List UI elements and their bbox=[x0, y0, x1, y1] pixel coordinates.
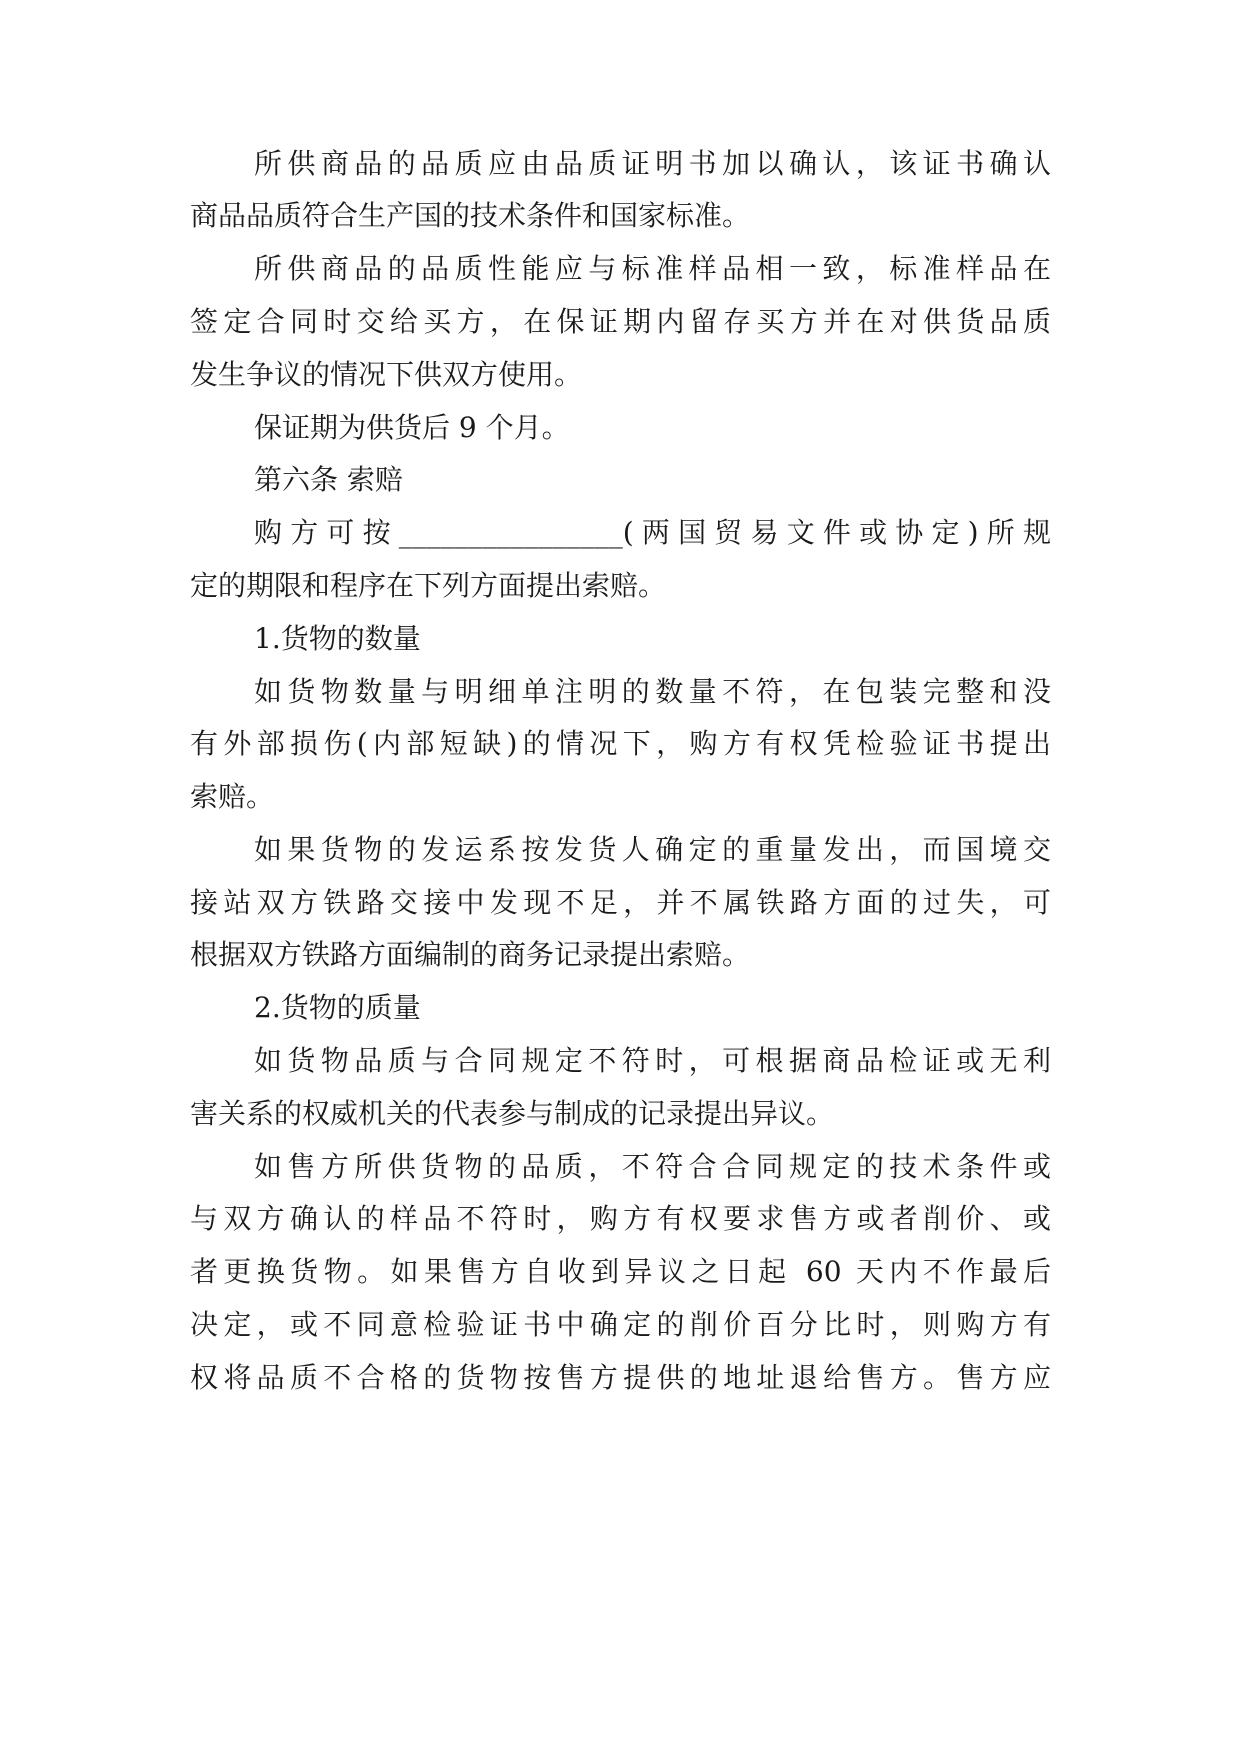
text-line: 有外部损伤(内部短缺)的情况下，购方有权凭检验证书提出 bbox=[190, 727, 1051, 760]
text-line: 定的期限和程序在下列方面提出索赔。 bbox=[190, 569, 667, 602]
text-line: 如货物数量与明细单注明的数量不符，在包装完整和没 bbox=[254, 675, 1051, 708]
text-line: 如果货物的发运系按发货人确定的重量发出，而国境交 bbox=[254, 833, 1051, 866]
text-line: 索赔。 bbox=[190, 780, 275, 813]
text-line: 所供商品的品质应由品质证明书加以确认，该证书确认 bbox=[254, 147, 1051, 180]
text-line: 与双方确认的样品不符时，购方有权要求售方或者削价、或 bbox=[190, 1202, 1051, 1235]
text-line: 权将品质不合格的货物按售方提供的地址退给售方。售方应 bbox=[190, 1361, 1051, 1394]
section-heading: 第六条 索赔 bbox=[254, 463, 403, 496]
text-line: 根据双方铁路方面编制的商务记录提出索赔。 bbox=[190, 938, 751, 971]
text-line: 如售方所供货物的品质，不符合合同规定的技术条件或 bbox=[254, 1150, 1051, 1183]
text-line: 签定合同时交给买方，在保证期内留存买方并在对供货品质 bbox=[190, 305, 1051, 338]
text-line: 接站双方铁路交接中发现不足，并不属铁路方面的过失，可 bbox=[190, 886, 1051, 919]
text-line: 所供商品的品质性能应与标准样品相一致，标准样品在 bbox=[254, 252, 1051, 285]
text-line: 者更换货物。如果售方自收到异议之日起 60 天内不作最后 bbox=[190, 1255, 1051, 1288]
text-line: 害关系的权威机关的代表参与制成的记录提出异议。 bbox=[190, 1097, 835, 1130]
text-line: 发生争议的情况下供双方使用。 bbox=[190, 358, 583, 391]
subsection-heading: 1.货物的数量 bbox=[254, 622, 421, 655]
subsection-heading: 2.货物的质量 bbox=[254, 991, 421, 1024]
text-line: 保证期为供货后 9 个月。 bbox=[254, 411, 570, 444]
text-line: 如货物品质与合同规定不符时，可根据商品检证或无利 bbox=[254, 1044, 1051, 1077]
text-line: 购方可按________________(两国贸易文件或协定)所规 bbox=[254, 516, 1051, 549]
text-line: 决定，或不同意检验证书中确定的削价百分比时，则购方有 bbox=[190, 1308, 1051, 1341]
text-line: 商品品质符合生产国的技术条件和国家标准。 bbox=[190, 199, 751, 232]
